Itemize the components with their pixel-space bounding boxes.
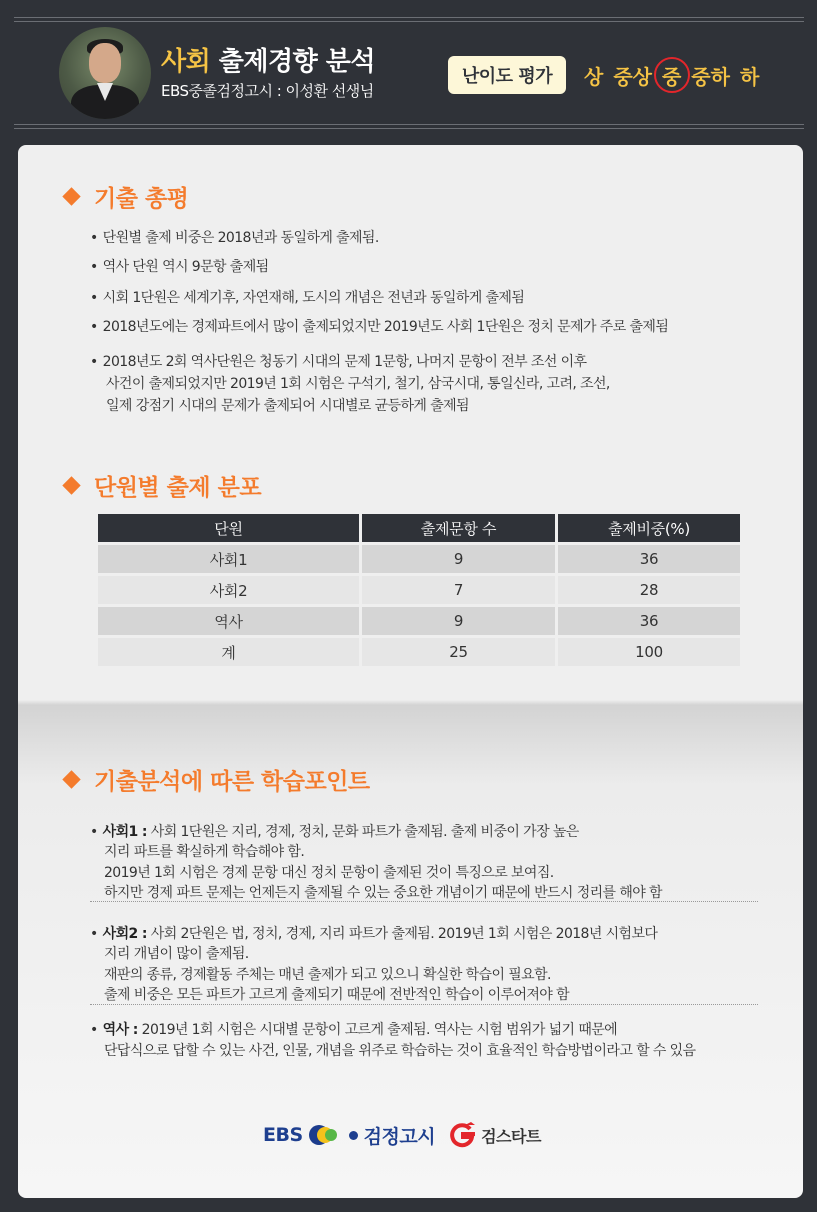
dot-separator-icon	[349, 1131, 358, 1140]
difficulty-levels	[584, 57, 759, 93]
cell-unit: 역사	[98, 607, 359, 635]
summary-item: • 역사 단원 역시 9문항 출제됨	[90, 256, 269, 276]
level-mid-selected: 중	[662, 61, 681, 90]
level-high: 상	[584, 64, 604, 89]
cell-count: 9	[362, 607, 555, 635]
ebs-logo-icon	[309, 1123, 343, 1147]
header-rule-1	[14, 124, 804, 125]
point-text: 2019년 1회 시험은 시대별 문항이 고르게 출제됨. 역사는 시험 범위가 넓기 때문에	[137, 1022, 618, 1038]
table-row	[98, 545, 740, 573]
point-text: 하지만 경제 파트 문제는 언제든지 출제될 수 있는 중요한 개념이기 때문에 반드시 정리를 해야 함	[104, 885, 662, 901]
summary-item-continued: 일제 강점기 시대의 문제가 출제되어 시대별로 균등하게 출제됨	[106, 398, 469, 414]
divider	[90, 1004, 758, 1005]
teacher-avatar	[59, 27, 151, 119]
cell-ratio: 28	[558, 576, 740, 604]
points-heading: 기출분석에 따른 학습포인트	[61, 763, 370, 796]
cell-unit: 사회2	[98, 576, 359, 604]
cell-unit: 계	[98, 638, 359, 666]
point-label: 사회1 :	[102, 824, 147, 840]
diamond-bullet-icon	[62, 476, 80, 494]
geomstart-g-icon	[449, 1122, 475, 1148]
point-text: 재판의 종류, 경제활동 주체는 매년 출제가 되고 있으니 확실한 학습이 필요함.	[104, 967, 551, 983]
summary-item: • 2018년도에는 경제파트에서 많이 출제되었지만 2019년도 사회 1단원은 정치 문제가 주로 출제됨	[90, 316, 668, 336]
summary-item-continued: 사건이 출제되었지만 2019년 1회 시험은 구석기, 철기, 삼국시대, 통일신라, 고려, 조선,	[106, 376, 610, 392]
point-text: 지리 파트를 확실하게 학습해야 함.	[104, 844, 305, 860]
top-rule-1	[14, 17, 804, 18]
point-text: 사회 2단원은 법, 정치, 경제, 지리 파트가 출제됨. 2019년 1회 시험은 2018년 시험보다	[146, 926, 658, 942]
cell-ratio: 36	[558, 545, 740, 573]
cell-count: 25	[362, 638, 555, 666]
cell-count: 7	[362, 576, 555, 604]
level-mid-low: 중하	[691, 64, 730, 89]
cell-unit: 사회1	[98, 545, 359, 573]
point-text: 단답식으로 답할 수 있는 사건, 인물, 개념을 위주로 학습하는 것이 효율적인 학습방법이라고 할 수 있음	[104, 1043, 696, 1059]
point-text: 지리 개념이 많이 출제됨.	[104, 946, 249, 962]
page-subtitle: EBS중졸검정고시 : 이성환 선생님	[161, 82, 374, 100]
footer-logos	[263, 1120, 541, 1150]
cell-ratio: 100	[558, 638, 740, 666]
summary-item: • 단원별 출제 비중은 2018년과 동일하게 출제됨.	[90, 227, 379, 247]
geomstart-text: 검스타트	[481, 1126, 541, 1146]
distribution-table	[95, 511, 743, 669]
diamond-bullet-icon	[62, 770, 80, 788]
table-row	[98, 607, 740, 635]
cell-count: 9	[362, 545, 555, 573]
table-row	[98, 638, 740, 666]
summary-item: • 2018년도 2회 역사단원은 청동기 시대의 문제 1문항, 나머지 문항이 전부 조선 이후	[90, 351, 586, 371]
point-text: 출제 비중은 모든 파트가 고르게 출제되기 때문에 전반적인 학습이 이루어져야 함	[104, 987, 569, 1003]
summary-item: • 시회 1단원은 세계기후, 자연재해, 도시의 개념은 전년과 동일하게 출제됨	[90, 287, 524, 307]
summary-heading: 기출 총평	[61, 180, 188, 213]
col-header-ratio: 출제비중(%)	[558, 514, 740, 542]
point-label: 역사 :	[102, 1022, 138, 1038]
col-header-unit: 단원	[98, 514, 359, 542]
distribution-heading: 단원별 출제 분포	[61, 469, 261, 502]
difficulty-badge: 난이도 평가	[448, 56, 566, 94]
level-mid-high: 중상	[613, 64, 652, 89]
point-text: 2019년 1회 시험은 경제 문항 대신 정치 문항이 출제된 것이 특징으로 보여짐.	[104, 865, 554, 881]
ebs-logo-text: EBS	[263, 1124, 303, 1146]
table-row	[98, 576, 740, 604]
divider	[90, 901, 758, 902]
diamond-bullet-icon	[62, 187, 80, 205]
content-card	[18, 145, 803, 1198]
level-low: 하	[739, 64, 760, 89]
table-header-row	[98, 514, 740, 542]
geomjeong-text: 검정고시	[363, 1125, 436, 1148]
col-header-count: 출제문항 수	[362, 514, 555, 542]
header-rule-2	[14, 128, 804, 129]
page-title: 사회 출제경향 분석	[161, 47, 376, 77]
top-rule-2	[14, 21, 804, 22]
cell-ratio: 36	[558, 607, 740, 635]
point-label: 사회2 :	[102, 926, 147, 942]
point-text: 사회 1단원은 지리, 경제, 정치, 문화 파트가 출제됨. 출제 비중이 가장 높은	[146, 824, 579, 840]
